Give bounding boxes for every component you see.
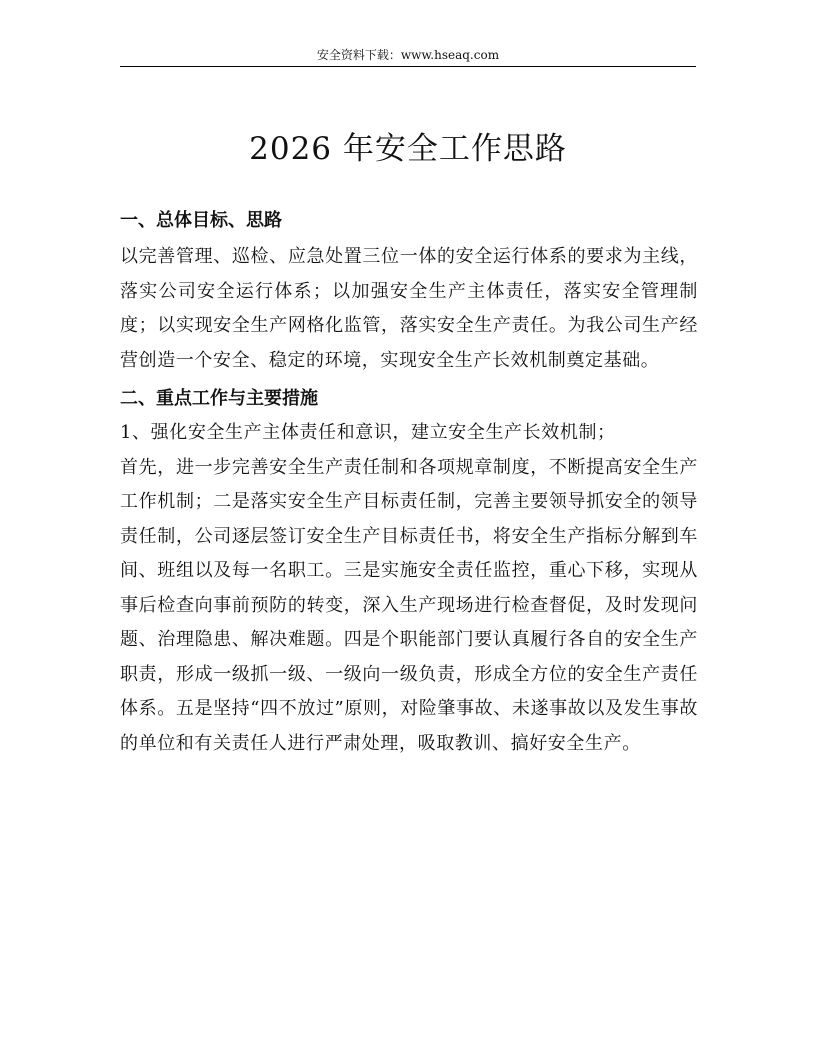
section-paragraph-key-work: 首先，进一步完善安全生产责任制和各项规章制度，不断提高安全生产工作机制；二是落实安全生产目标责任制，完善主要领导抓安全的领导责任制，公司逐层签订安全生产目标责任书，将安全生产指标分解到车间、班组以及每一名职工。三是实施安全责任监控，重心下移，实现从事后检查向事前预防的转变，深入生产现场进行检查督促，及时发现问题、治理隐患、解决难题。四是个职能部门要认真履行各自的安全生产职责，形成一级抓一级、一级向一级负责，形成全方位的安全生产责任体系。五是坚持“四不放过”原则，对险肇事故、未遂事故以及发生事故的单位和有关责任人进行严肃处理，吸取教训、搞好安全生产。 bbox=[120, 456, 698, 754]
section-paragraph-overall-goals: 以完善管理、巡检、应急处置三位一体的安全运行体系的要求为主线，落实公司安全运行体系；以加强安全生产主体责任，落实安全管理制度；以实现安全生产网格化监管，落实安全生产责任。为我公司生产经营创造一个安全、稳定的环境，实现安全生产长效机制奠定基础。 bbox=[120, 246, 698, 371]
document-title: 2026 年安全工作思路 bbox=[249, 130, 567, 167]
section-heading-key-work: 二、重点工作与主要措施 bbox=[120, 388, 318, 409]
list-item-strengthen-responsibility: 1、强化安全生产主体责任和意识，建立安全生产长效机制； bbox=[120, 422, 616, 443]
header-text: 安全资料下载：www.hseaq.com bbox=[316, 48, 500, 62]
document-body bbox=[120, 206, 698, 761]
page-header bbox=[120, 46, 696, 67]
section-heading-overall-goals: 一、总体目标、思路 bbox=[120, 210, 282, 231]
